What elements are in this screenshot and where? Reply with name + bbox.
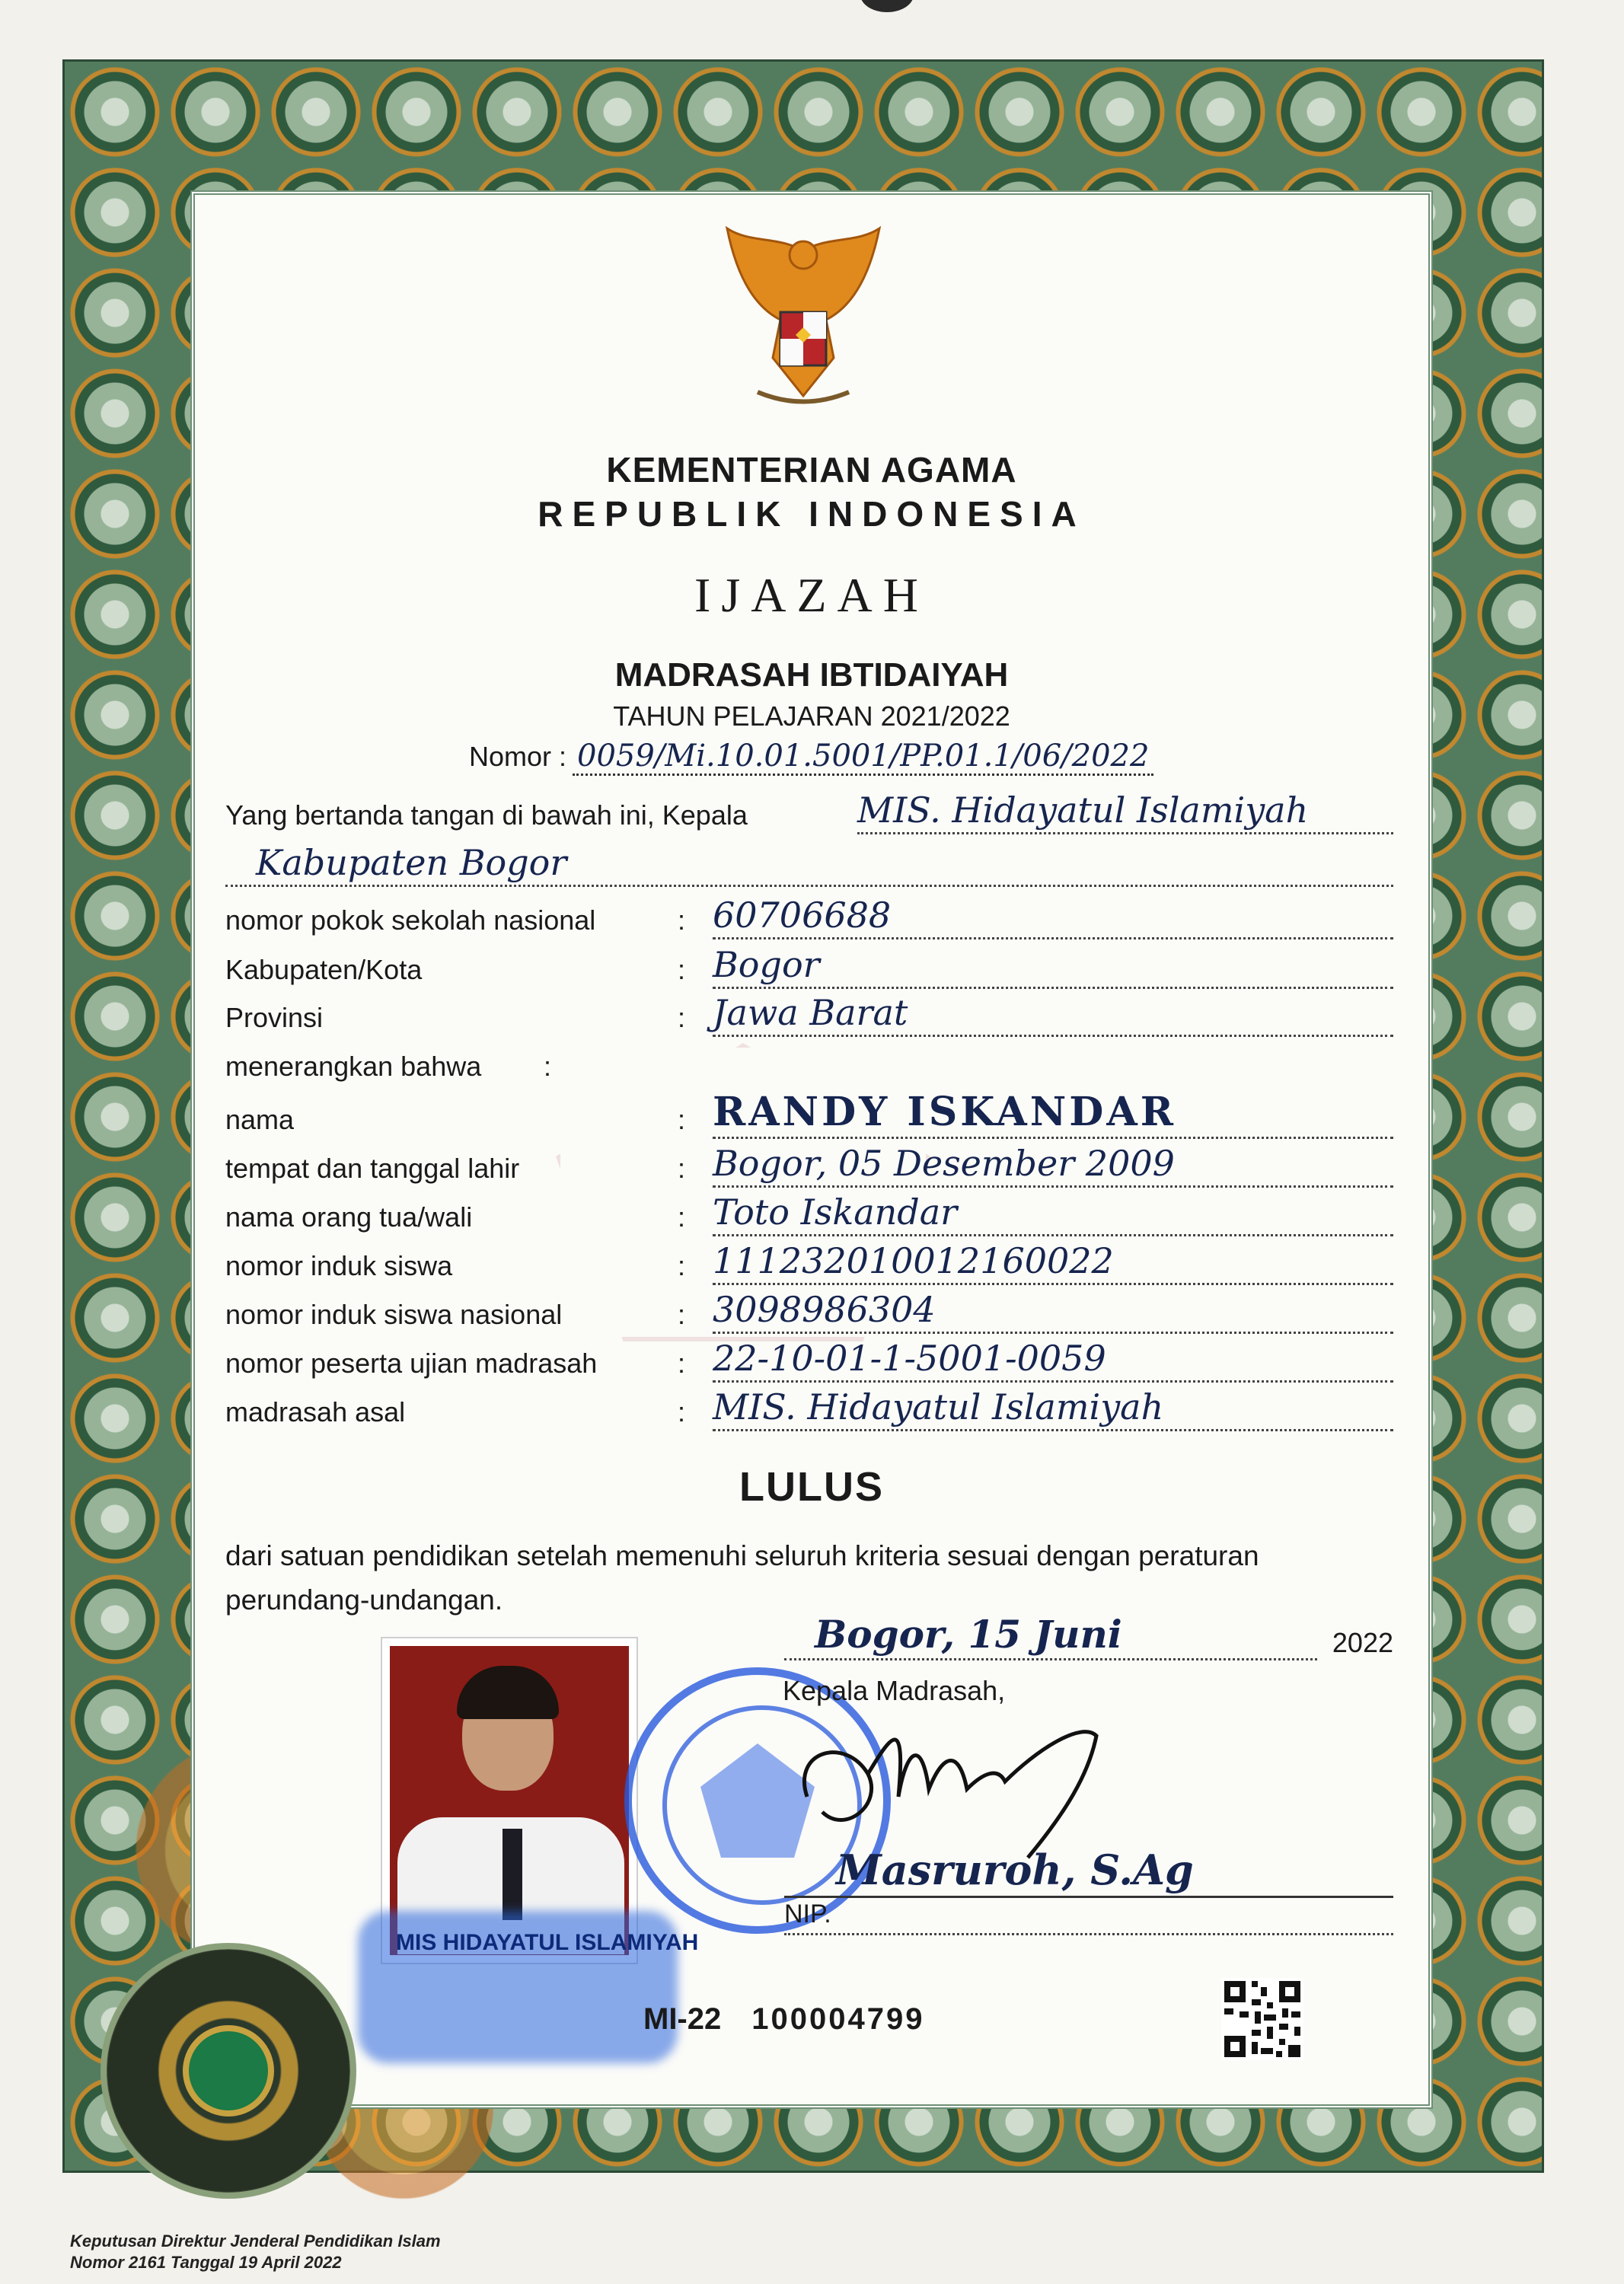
place-date: Bogor, 15 Juni xyxy=(815,1612,1122,1657)
npsn-value: 60706688 xyxy=(713,895,892,936)
principal-name-line xyxy=(784,1842,1393,1898)
nip-line xyxy=(784,1900,1393,1935)
place-date-field xyxy=(784,1612,1317,1660)
signing-year: 2022 xyxy=(1332,1627,1393,1658)
provinsi-value: Jawa Barat xyxy=(713,992,908,1033)
field-label: nomor peserta ujian madrasah xyxy=(225,1348,598,1379)
field-label: madrasah asal xyxy=(225,1396,406,1428)
field-label: Provinsi xyxy=(225,1002,324,1033)
origin-school: MIS. Hidayatul Islamiyah xyxy=(713,1386,1164,1428)
signing-place-date xyxy=(784,1612,1393,1664)
photo-tie xyxy=(503,1829,522,1920)
photo-stamp-text: MIS HIDAYATUL ISLAMIYAH xyxy=(396,1930,699,1955)
field-colon: : xyxy=(678,1348,686,1379)
hologram-seal-icon xyxy=(107,1949,350,2193)
field-npsn xyxy=(225,895,1393,943)
birth-place-date: Bogor, 05 Desember 2009 xyxy=(713,1143,1175,1184)
school-level: MADRASAH IBTIDAIYAH xyxy=(614,656,1009,694)
field-label: Kabupaten/Kota xyxy=(225,954,423,985)
intro-school-line2: Kabupaten Bogor xyxy=(256,842,567,883)
field-label: nomor pokok sekolah nasional xyxy=(225,904,596,936)
intro-school-field xyxy=(857,791,1393,834)
field-madrasah-asal xyxy=(225,1386,1393,1434)
photo-hair xyxy=(457,1666,559,1719)
field-label: nomor induk siswa xyxy=(225,1250,453,1281)
serial-number xyxy=(643,2002,924,2037)
garuda-emblem-icon xyxy=(704,221,902,411)
field-colon: : xyxy=(678,1002,686,1033)
result-statement: dari satuan pendidikan setelah memenuhi seluruh kriteria sesuai dengan peraturan perundang-undangan. xyxy=(225,1540,1259,1616)
field-label: nama xyxy=(225,1104,295,1135)
field-colon: : xyxy=(678,1396,686,1428)
field-no-peserta xyxy=(225,1338,1393,1386)
document-title: IJAZAH xyxy=(694,568,929,622)
field-colon: : xyxy=(678,954,686,985)
field-nisn xyxy=(225,1289,1393,1337)
field-nis xyxy=(225,1240,1393,1288)
field-label: tempat dan tanggal lahir xyxy=(225,1153,520,1184)
footer-line-2: Nomor 2161 Tanggal 19 April 2022 xyxy=(70,2253,342,2272)
field-value xyxy=(713,1143,1393,1188)
field-value xyxy=(713,944,1393,989)
serial-code: MI-22 xyxy=(643,2002,722,2036)
decree-footer xyxy=(70,2231,441,2273)
field-value xyxy=(713,1386,1393,1431)
parent-name: Toto Iskandar xyxy=(713,1191,958,1233)
punch-hole xyxy=(860,0,914,12)
academic-year: TAHUN PELAJARAN 2021/2022 xyxy=(613,700,1010,732)
field-label: nama orang tua/wali xyxy=(225,1201,473,1233)
field-label: nomor induk siswa nasional xyxy=(225,1299,563,1330)
footer-line-1: Keputusan Direktur Jenderal Pendidikan Islam xyxy=(70,2231,441,2251)
field-ttl xyxy=(225,1143,1393,1191)
principal-name: Masruroh, S.Ag xyxy=(836,1845,1194,1894)
field-value xyxy=(713,895,1393,939)
result-status: LULUS xyxy=(739,1464,884,1510)
serial-value: 100004799 xyxy=(751,2002,925,2036)
field-provinsi xyxy=(225,992,1393,1040)
intro-label: Yang bertanda tangan di bawah ini, Kepala xyxy=(225,799,748,831)
exam-number: 22-10-01-1-5001-0059 xyxy=(713,1338,1106,1379)
intro-line-2 xyxy=(225,841,1393,887)
certificate-number xyxy=(469,738,1153,774)
student-name: RANDY ISKANDAR xyxy=(713,1089,1176,1135)
nisn-value: 3098986304 xyxy=(713,1289,936,1330)
field-colon: : xyxy=(678,1299,686,1330)
field-value xyxy=(713,1089,1393,1139)
field-nama xyxy=(225,1089,1393,1142)
field-value xyxy=(713,1338,1393,1383)
nomor-label: Nomor : xyxy=(469,741,567,772)
field-colon: : xyxy=(678,1104,686,1135)
photo-background xyxy=(390,1646,629,1955)
field-label: menerangkan bahwa xyxy=(225,1051,482,1082)
qr-code-icon xyxy=(1221,1978,1303,2060)
nis-value: 111232010012160022 xyxy=(713,1240,1114,1281)
intro-school: MIS. Hidayatul Islamiyah xyxy=(857,790,1309,831)
principal-title: Kepala Madrasah, xyxy=(783,1675,1006,1706)
field-colon: : xyxy=(544,1051,552,1082)
intro-line xyxy=(225,792,1393,837)
field-colon: : xyxy=(678,1201,686,1233)
nomor-value: 0059/Mi.10.01.5001/PP.01.1/06/2022 xyxy=(573,738,1153,776)
field-kabupaten xyxy=(225,944,1393,992)
ministry-title: KEMENTERIAN AGAMA xyxy=(606,450,1017,490)
kabupaten-value: Bogor xyxy=(713,944,820,985)
field-colon: : xyxy=(678,1250,686,1281)
field-orang-tua xyxy=(225,1191,1393,1239)
seal-center xyxy=(183,2025,274,2117)
field-value xyxy=(713,992,1393,1037)
field-colon: : xyxy=(678,904,686,936)
field-value xyxy=(713,1289,1393,1334)
field-value xyxy=(713,1240,1393,1285)
field-colon: : xyxy=(678,1153,686,1184)
field-value xyxy=(713,1191,1393,1236)
republic-title: REPUBLIK INDONESIA xyxy=(538,494,1086,534)
nip-label: NIP. xyxy=(784,1900,831,1928)
field-menerangkan xyxy=(225,1045,1393,1089)
